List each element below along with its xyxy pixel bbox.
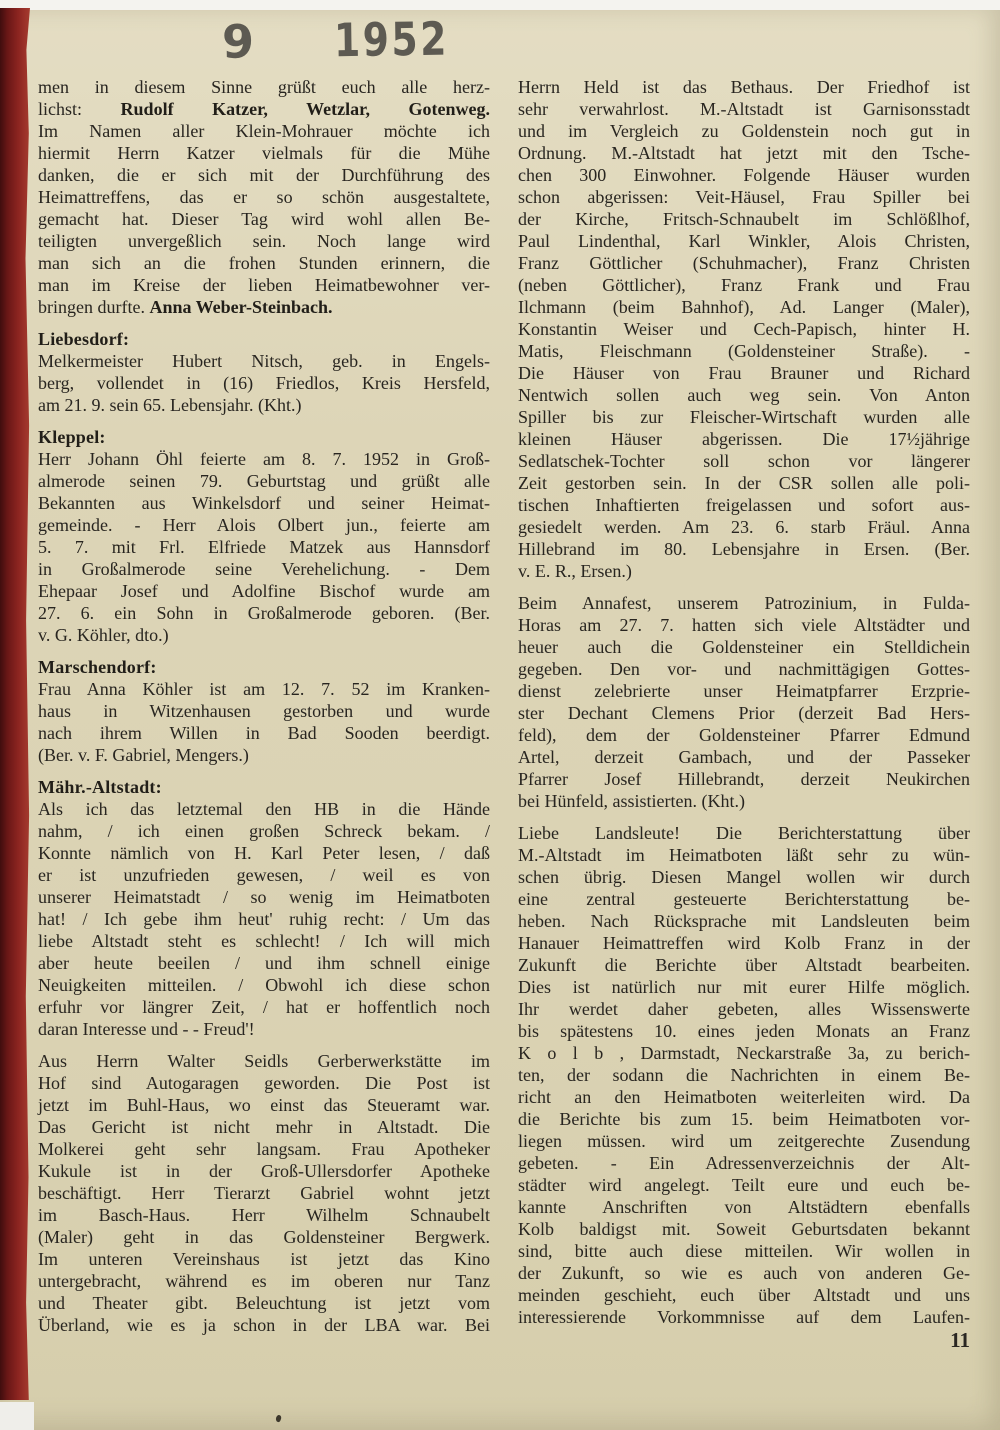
text-line: Paul Lindenthal, Karl Winkler, Alois Christen, xyxy=(518,231,970,251)
text-line: v. E. R., Ersen.) xyxy=(518,561,632,581)
text-line: Liebe Landsleute! Die Berichterstattung über xyxy=(518,823,970,843)
text-line: Kolb baldigst mit. Soweit Geburtsdaten bekannt xyxy=(518,1219,970,1239)
text-line: Ordnung. M.-Altstadt hat jetzt mit den Tsche- xyxy=(518,143,970,163)
text-line: Horas am 27. 7. hatten sich viele Altstädter und xyxy=(518,615,970,635)
text-line: heuer auch die Goldensteiner ein Stelldichein xyxy=(518,637,970,657)
text-line: gemeinde. - Herr Alois Olbert jun., feierte am xyxy=(38,515,490,535)
paragraph-intro-continuation xyxy=(38,76,490,318)
text-line: Ilchmann (beim Bahnhof), Ad. Langer (Maler), xyxy=(518,297,970,317)
text-line: Im Namen aller Klein-Mohrauer möchte ich xyxy=(38,121,490,141)
scanner-bottom-corner xyxy=(0,1402,34,1430)
text-line: Zukunft die Berichte über Altstadt bearbeiten. xyxy=(518,955,970,975)
column-right xyxy=(518,76,970,1336)
text-line xyxy=(38,296,490,318)
text-line: Beim Annafest, unserem Patrozinium, in Fulda- xyxy=(518,593,970,613)
section-heading: Kleppel: xyxy=(38,427,106,447)
text-line: schen übrig. Diesen Mangel wollen wir durch xyxy=(518,867,970,887)
text-line: Konnte nämlich von H. Karl Peter lesen, / daß xyxy=(38,843,490,863)
text-line: gemacht hat. Dieser Tag wird wohl allen Be- xyxy=(38,209,490,229)
text-line: Neuigkeiten mitteilen. / Obwohl ich diese schon xyxy=(38,975,490,995)
text-line: beschäftigt. Herr Tierarzt Gabriel wohnt jetzt xyxy=(38,1183,490,1203)
text-line: und im Vergleich zu Goldenstein noch gut in xyxy=(518,121,970,141)
section-heading: Mähr.-Altstadt: xyxy=(38,777,162,797)
text-line: 5. 7. mit Frl. Elfriede Matzek aus Hannsdorf xyxy=(38,537,490,557)
text-line: chen 300 Einwohner. Folgende Häuser wurden xyxy=(518,165,970,185)
section-kleppel xyxy=(38,426,490,646)
text-line xyxy=(38,98,490,120)
paragraph-annafest xyxy=(518,592,970,812)
text-line: heben. Nach Rücksprache mit Landsleuten beim xyxy=(518,911,970,931)
paragraph-liebe-landsleute xyxy=(518,822,970,1328)
text-line: dienst zelebrierte unser Heimatpfarrer Erzprie- xyxy=(518,681,970,701)
text-line: Hanauer Heimattreffen wird Kolb Franz in der xyxy=(518,933,970,953)
text-line: in Großalmerode seine Verehelichung. - Dem xyxy=(38,559,490,579)
text-line: bis spätestens 10. eines jeden Monats an Franz xyxy=(518,1021,970,1041)
text-line: hiermit Herrn Katzer vielmals für die Mühe xyxy=(38,143,490,163)
text-line: aber heute beeilen / und ihm schnell einige xyxy=(38,953,490,973)
text-line: nach ihrem Willen in Bad Sooden beerdigt. xyxy=(38,723,490,743)
text-line: Ihr werdet daher gebeten, alles Wissenswerte xyxy=(518,999,970,1019)
text-line: Matis, Fleischmann (Goldensteiner Straße). - xyxy=(518,341,970,361)
text-line: Das Gericht ist nicht mehr in Altstadt. Die xyxy=(38,1117,490,1137)
section-heading: Marschendorf: xyxy=(38,657,157,677)
text-line: gebeten. - Ein Adressenverzeichnis der Alt- xyxy=(518,1153,970,1173)
text-line: tischen Inhaftierten freigelassen und sofort aus- xyxy=(518,495,970,515)
text-line: Spiller bis zur Fleischer-Wirtschaft wurden alle xyxy=(518,407,970,427)
text-line: (Maler) geht in das Goldensteiner Bergwerk. xyxy=(38,1227,490,1247)
text-line: Heimattreffens, das er so schön ausgestaltete, xyxy=(38,187,490,207)
text-line: kannte Anschriften von Altstädtern ebenfalls xyxy=(518,1197,970,1217)
text-line: nahm, / ich einen großen Schreck bekam. / xyxy=(38,821,490,841)
bold-text: Anna Weber-Steinbach. xyxy=(149,297,333,317)
text-line: gegeben. Den vor- und nachmittägigen Gottes- xyxy=(518,659,970,679)
text-line: im Basch-Haus. Herr Wilhelm Schnaubelt xyxy=(38,1205,490,1225)
text-line: städter wird angelegt. Teilt eure und euch be- xyxy=(518,1175,970,1195)
bold-text: Rudolf Katzer, Wetzlar, Gotenweg. xyxy=(120,99,490,119)
text-line: M.-Altstadt im Heimatboten läßt sehr zu wün- xyxy=(518,845,970,865)
page-number: 11 xyxy=(950,1328,970,1352)
text-line: Franz Göttlicher (Schuhmacher), Franz Christen xyxy=(518,253,970,273)
text-line: am 21. 9. sein 65. Lebensjahr. (Kht.) xyxy=(38,395,302,415)
text-line: Konstantin Weiser und Cech-Papisch, hinter H. xyxy=(518,319,970,339)
text-line: Die Häuser von Frau Brauner und Richard xyxy=(518,363,970,383)
text-line: jetzt im Buhl-Haus, wo einst das Steueramt war. xyxy=(38,1095,490,1115)
issue-number-stamp: 9 xyxy=(221,14,255,69)
text-line: K o l b , Darmstadt, Neckarstraße 3a, zu berich- xyxy=(518,1043,970,1063)
text-line: bei Hünfeld, assistierten. (Kht.) xyxy=(518,791,745,811)
page-scan xyxy=(0,10,1000,1430)
text-line: liebe Altstadt steht es schlecht! / Ich will mich xyxy=(38,931,490,951)
text-line: der Kirche, Fritsch-Schnaubelt im Schlößlhof, xyxy=(518,209,970,229)
paragraph-altstadt-news xyxy=(38,1050,490,1336)
text-line: er ist unzufrieden gewesen, / weil es von xyxy=(38,865,490,885)
text-line: danken, die er sich mit der Durchführung des xyxy=(38,165,490,185)
regular-text: bringen durfte. xyxy=(38,297,150,317)
text-line: Molkerei geht sehr langsam. Frau Apotheker xyxy=(38,1139,490,1159)
text-line: eine zentral gesteuerte Berichterstattung be- xyxy=(518,889,970,909)
text-line: Pfarrer Josef Hillebrandt, derzeit Neukirchen xyxy=(518,769,970,789)
text-line: Hof sind Autogaragen geworden. Die Post ist xyxy=(38,1073,490,1093)
text-line: Zeit gestorben sein. In der CSR sollen alle poli- xyxy=(518,473,970,493)
text-line: Sedlatschek-Tochter soll schon vor längerer xyxy=(518,451,970,471)
ink-speck xyxy=(275,1414,282,1422)
text-line: berg, vollendet in (16) Friedlos, Kreis Hersfeld, xyxy=(38,373,490,393)
text-line: untergebracht, während es im oberen nur Tanz xyxy=(38,1271,490,1291)
text-line: Nentwich sollen auch weg sein. Von Anton xyxy=(518,385,970,405)
text-line: Ehepaar Josef und Adolfine Bischof wurde am xyxy=(38,581,490,601)
binding-edge xyxy=(0,8,30,1400)
text-line: man im Kreise der lieben Heimatbewohner ver- xyxy=(38,275,490,295)
text-line: Im unteren Vereinshaus ist jetzt das Kino xyxy=(38,1249,490,1269)
text-line: Als ich das letztemal den HB in die Hände xyxy=(38,799,490,819)
text-line: Bekannten aus Winkelsdorf und seiner Heimat- xyxy=(38,493,490,513)
text-line: daran Interesse und - - Freud'! xyxy=(38,1019,255,1039)
text-line: meinden geschieht, euch über Altstadt und uns xyxy=(518,1285,970,1305)
text-line: und Theater gibt. Beleuchtung ist jetzt vom xyxy=(38,1293,490,1313)
text-line: gesiedelt werden. Am 23. 6. starb Fräul. Anna xyxy=(518,517,970,537)
text-line: Melkermeister Hubert Nitsch, geb. in Engels- xyxy=(38,351,490,371)
scanner-top-band xyxy=(0,0,1000,10)
text-line: ten, der sodann die Nachrichten in einem Be- xyxy=(518,1065,970,1085)
text-line: Artel, derzeit Gambach, und der Passeker xyxy=(518,747,970,767)
text-line: unserer Heimatstadt / so wenig im Heimatboten xyxy=(38,887,490,907)
section-maehr-altstadt xyxy=(38,776,490,1040)
text-line: (neben Göttlicher), Franz Frank und Frau xyxy=(518,275,970,295)
text-line: Dies ist natürlich nur mit eurer Hilfe möglich. xyxy=(518,977,970,997)
date-stamp xyxy=(222,12,475,68)
text-line: Aus Herrn Walter Seidls Gerberwerkstätte im xyxy=(38,1051,490,1071)
text-line: kleinen Häuser abgerissen. Die 17½jährige xyxy=(518,429,970,449)
text-line: Kukule ist in der Groß-Ullersdorfer Apotheke xyxy=(38,1161,490,1181)
section-heading: Liebesdorf: xyxy=(38,329,130,349)
text-line: 27. 6. ein Sohn in Großalmerode geboren. (Ber. xyxy=(38,603,490,623)
text-line: der Zukunft, so wie es auch von anderen Ge- xyxy=(518,1263,970,1283)
text-line: schon abgerissen: Veit-Häusel, Frau Spiller bei xyxy=(518,187,970,207)
text-line: feld), dem der Goldensteiner Pfarrer Edmund xyxy=(518,725,970,745)
year-stamp: 1952 xyxy=(333,11,450,68)
text-line: v. G. Köhler, dto.) xyxy=(38,625,169,645)
text-line: teiligten unvergeßlich sein. Noch lange wird xyxy=(38,231,490,251)
text-line: Überland, wie es ja schon in der LBA war. Bei xyxy=(38,1315,490,1335)
text-line: Herr Johann Öhl feierte am 8. 7. 1952 in Groß- xyxy=(38,449,490,469)
text-line: Frau Anna Köhler ist am 12. 7. 52 im Kranken- xyxy=(38,679,490,699)
text-line: sind, bitte auch diese mitteilen. Wir wollen in xyxy=(518,1241,970,1261)
paragraph-altstadt-report xyxy=(518,76,970,582)
text-line: Herrn Held ist das Bethaus. Der Friedhof ist xyxy=(518,77,970,97)
text-line: erfuhr vor längrer Zeit, / hat er hoffentlich noch xyxy=(38,997,490,1017)
text-line: richt an den Heimatboten weiterleiten wird. Da xyxy=(518,1087,970,1107)
regular-text: lichst: xyxy=(38,99,121,119)
text-line: die Berichte bis zum 15. beim Heimatboten vor- xyxy=(518,1109,970,1129)
text-line: men in diesem Sinne grüßt euch alle herz- xyxy=(38,77,490,97)
text-line: man sich an die frohen Stunden erinnern, die xyxy=(38,253,490,273)
column-left xyxy=(38,76,490,1336)
text-line: interessierende Vorkommnisse auf dem Laufen- xyxy=(518,1307,970,1327)
text-line: hat! / Ich gebe ihm heut' ruhig recht: / Um das xyxy=(38,909,490,929)
text-line: liegen müssen. wird um zeitgerechte Zusendung xyxy=(518,1131,970,1151)
text-line: haus in Witzenhausen gestorben und wurde xyxy=(38,701,490,721)
text-columns xyxy=(38,76,970,1336)
section-liebesdorf xyxy=(38,328,490,416)
text-line: ster Dechant Clemens Prior (derzeit Bad Hers- xyxy=(518,703,970,723)
text-line: sehr verwahrlost. M.-Altstadt ist Garnisonsstadt xyxy=(518,99,970,119)
text-line: almerode seinen 79. Geburtstag und grüßt alle xyxy=(38,471,490,491)
section-marschendorf xyxy=(38,656,490,766)
text-line: Hillebrand im 80. Lebensjahre in Ersen. (Ber. xyxy=(518,539,970,559)
text-line: (Ber. v. F. Gabriel, Mengers.) xyxy=(38,745,249,765)
